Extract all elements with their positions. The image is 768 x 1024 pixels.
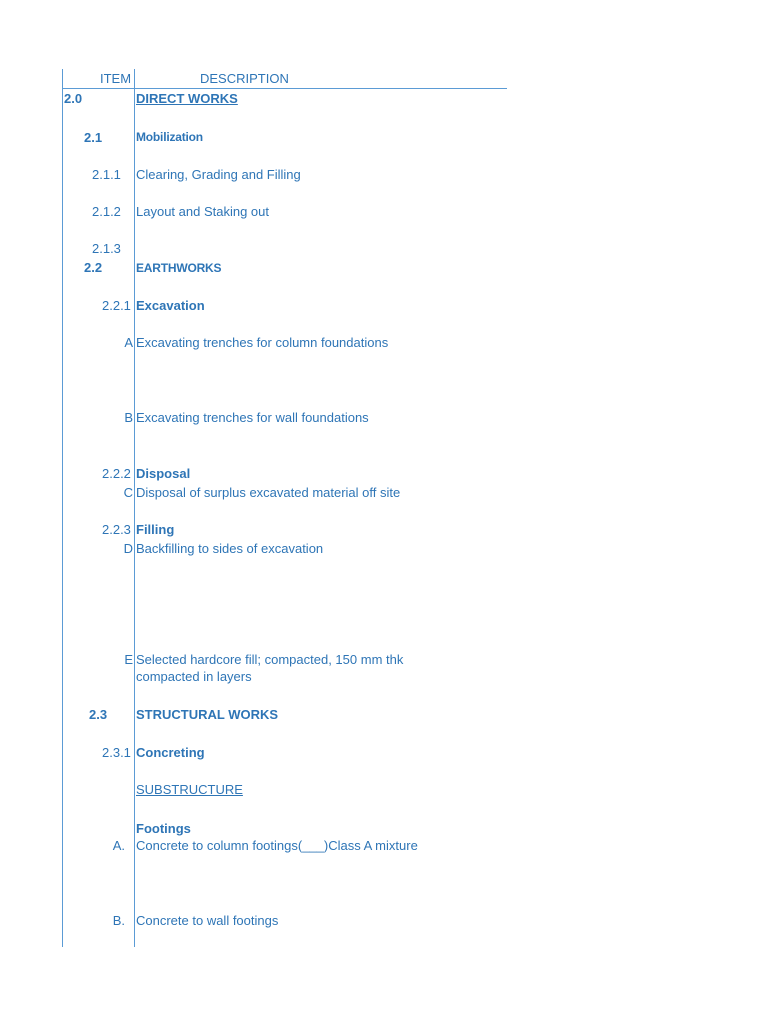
item-letter: C (123, 485, 133, 500)
item-number: 2.2.2 (102, 466, 131, 481)
section-title: STRUCTURAL WORKS (136, 707, 279, 722)
item-letter: A (124, 335, 133, 350)
item-number: 2.0 (64, 91, 83, 106)
item-number: 2.3 (89, 707, 108, 722)
item-description: Layout and Staking out (136, 204, 269, 219)
header-underline (62, 88, 507, 89)
item-description: Disposal of surplus excavated material off site (136, 485, 401, 500)
item-description-continued: compacted in layers (136, 669, 252, 684)
item-letter: E (124, 652, 133, 667)
column-header-item: ITEM (100, 71, 132, 86)
item-description: Selected hardcore fill; compacted, 150 mm thk (136, 652, 404, 667)
item-number: 2.2 (84, 260, 103, 275)
item-heading: Concreting (136, 745, 205, 760)
subheading-substructure: SUBSTRUCTURE (136, 782, 243, 797)
section-title: DIRECT WORKS (136, 91, 238, 106)
column-header-description: DESCRIPTION (200, 71, 289, 86)
item-letter: B (124, 410, 133, 425)
item-description: Excavating trenches for column foundations (136, 335, 389, 350)
item-description: Excavating trenches for wall foundations (136, 410, 369, 425)
item-number: 2.2.3 (102, 522, 131, 537)
item-number: 2.3.1 (102, 745, 131, 760)
left-border-line (62, 69, 63, 947)
item-heading: Footings (136, 821, 191, 836)
item-heading: Filling (136, 522, 175, 537)
subsection-title: EARTHWORKS (136, 261, 222, 275)
subsection-title: Mobilization (136, 130, 203, 144)
item-letter: A. (112, 838, 125, 853)
item-description: Backfilling to sides of excavation (136, 541, 324, 556)
item-description: Clearing, Grading and Filling (136, 167, 301, 182)
item-number: 2.1.3 (92, 241, 121, 256)
item-heading: Disposal (136, 466, 191, 481)
item-heading: Excavation (136, 298, 205, 313)
item-description: Concrete to column footings(___)Class A mixture (136, 838, 418, 853)
item-letter: B. (112, 913, 125, 928)
item-number: 2.1.1 (92, 167, 121, 182)
item-number: 2.2.1 (102, 298, 131, 313)
item-description: Concrete to wall footings (136, 913, 279, 928)
item-number: 2.1 (84, 130, 103, 145)
item-number: 2.1.2 (92, 204, 121, 219)
column-divider-line (134, 69, 135, 947)
item-letter: D (123, 541, 133, 556)
